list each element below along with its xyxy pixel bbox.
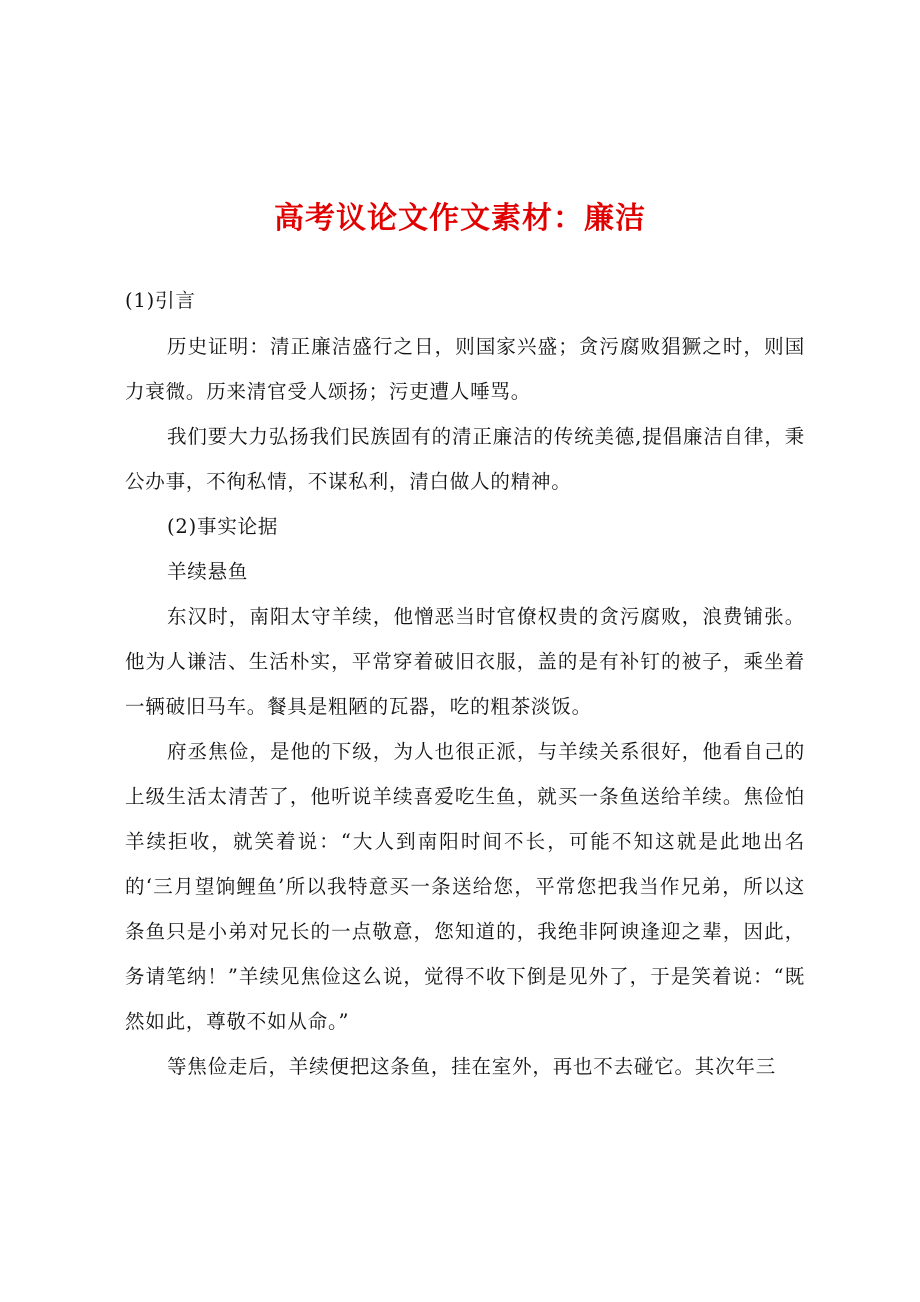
section-heading-facts: (2)事实论据 [167,515,279,538]
document-title: 高考议论文作文素材：廉洁 [274,201,646,236]
paragraph-story-2: 府丞焦俭，是他的下级，为人也很正派，与羊续关系很好，他看自己的上级生活太清苦了，他听说羊续喜爱吃生鱼，就买一条鱼送给羊续。焦俭怕羊续拒收，就笑着说：“大人到南阳时间不长，可能不知这就是此地出名的‘三月望饷鲤鱼’所以我特意买一条送给您，平常您把我当作兄弟，所以这条鱼只是小弟对兄长的一点敬意，您知道的，我绝非阿谀逢迎之辈，因此，务请笔纳！”羊续见焦俭这么说，觉得不收下倒是见外了，于是笑着说：“既然如此，尊敬不如从命。” [125,740,805,1033]
paragraph-story-3: 等焦俭走后，羊续便把这条鱼，挂在室外，再也不去碰它。其次年三 [167,1055,777,1078]
paragraph-virtue: 我们要大力弘扬我们民族固有的清正廉洁的传统美德,提倡廉洁自律，秉公办事，不徇私情，不谋私利，清白做人的精神。 [125,425,805,493]
story-title: 羊续悬鱼 [167,560,249,583]
document-body [125,324,805,1089]
paragraph-story-1: 东汉时，南阳太守羊续，他憎恶当时官僚权贵的贪污腐败，浪费铺张。他为人谦洁、生活朴实，平常穿着破旧衣服，盖的是有补钉的被子，乘坐着一辆破旧马车。餐具是粗陋的瓦器，吃的粗茶淡饭。 [125,605,805,718]
section-heading-intro: (1)引言 [125,289,196,312]
paragraph-history: 历史证明：清正廉洁盛行之日，则国家兴盛；贪污腐败猖獗之时，则国力衰微。历来清官受人颂扬；污吏遭人唾骂。 [125,335,805,403]
